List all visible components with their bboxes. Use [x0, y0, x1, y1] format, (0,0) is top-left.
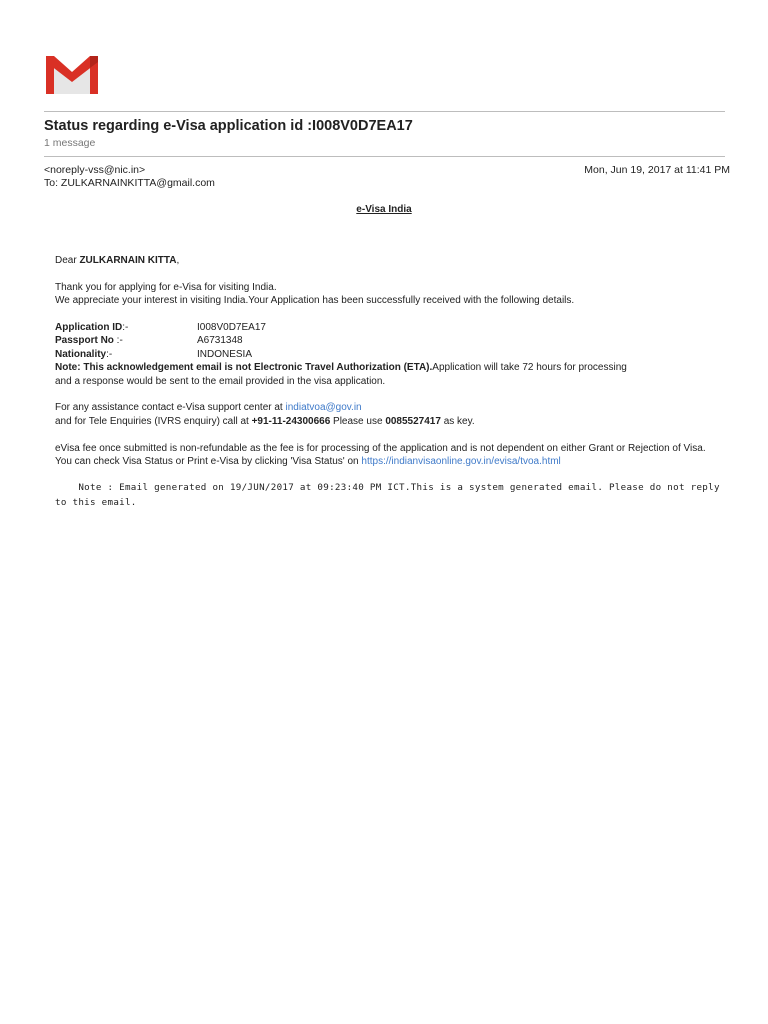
check-status-line: You can check Visa Status or Print e-Visa by clicking 'Visa Status' on https://indianvisaonline.gov.in/evisa/tvoa.html: [55, 456, 561, 468]
visa-status-link[interactable]: https://indianvisaonline.gov.in/evisa/tvoa.html: [361, 456, 561, 468]
tele-enquiry-line: and for Tele Enquiries (IVRS enquiry) call at +91-11-24300666 Please use 0085527417 as key.: [55, 415, 475, 427]
greeting: Dear ZULKARNAIN KITTA,: [55, 255, 180, 266]
sender-address: <noreply-vss@nic.in>: [44, 164, 146, 176]
recipient-line: To: ZULKARNAINKITTA@gmail.com: [44, 177, 215, 189]
subject-divider: [44, 156, 725, 157]
system-generated-note: Note : Email generated on 19/JUN/2017 at 09:23:40 PM ICT.This is a system generated email. Please do not reply to this email.: [55, 482, 726, 509]
detail-row-passport-no: Passport No :- A6731348: [55, 335, 243, 347]
detail-row-application-id: Application ID:- I008V0D7EA17: [55, 322, 266, 333]
support-email-link[interactable]: indiatvoa@gov.in: [285, 402, 362, 414]
email-subject: Status regarding e-Visa application id :I008V0D7EA17: [44, 118, 413, 134]
header-divider: [44, 111, 725, 112]
gmail-logo-icon: [44, 52, 100, 96]
thanks-line: Thank you for applying for e-Visa for visiting India.: [55, 281, 277, 293]
message-count: 1 message: [44, 137, 96, 149]
evisa-banner-title: e-Visa India: [356, 204, 412, 215]
applicant-name: ZULKARNAIN KITTA: [79, 255, 177, 266]
appreciate-line: We appreciate your interest in visiting India.Your Application has been successfully received with the following details.: [55, 295, 575, 307]
detail-row-nationality: Nationality:- INDONESIA: [55, 348, 253, 360]
assistance-line: For any assistance contact e-Visa support center at indiatvoa@gov.in: [55, 402, 362, 414]
message-date: Mon, Jun 19, 2017 at 11:41 PM: [584, 164, 730, 176]
fee-line: eVisa fee once submitted is non-refundable as the fee is for processing of the application and is not dependent on either Grant or Rejection of Visa.: [55, 442, 706, 454]
eta-note-line2: and a response would be sent to the email provided in the visa application.: [55, 375, 386, 387]
ivrs-phone-number: +91-11-24300666: [251, 415, 331, 427]
message-body: [55, 254, 735, 510]
eta-note: Note: This acknowledgement email is not Electronic Travel Authorization (ETA).Application will take 72 hours for processing: [55, 362, 627, 374]
ivrs-key: 0085527417: [385, 415, 441, 427]
